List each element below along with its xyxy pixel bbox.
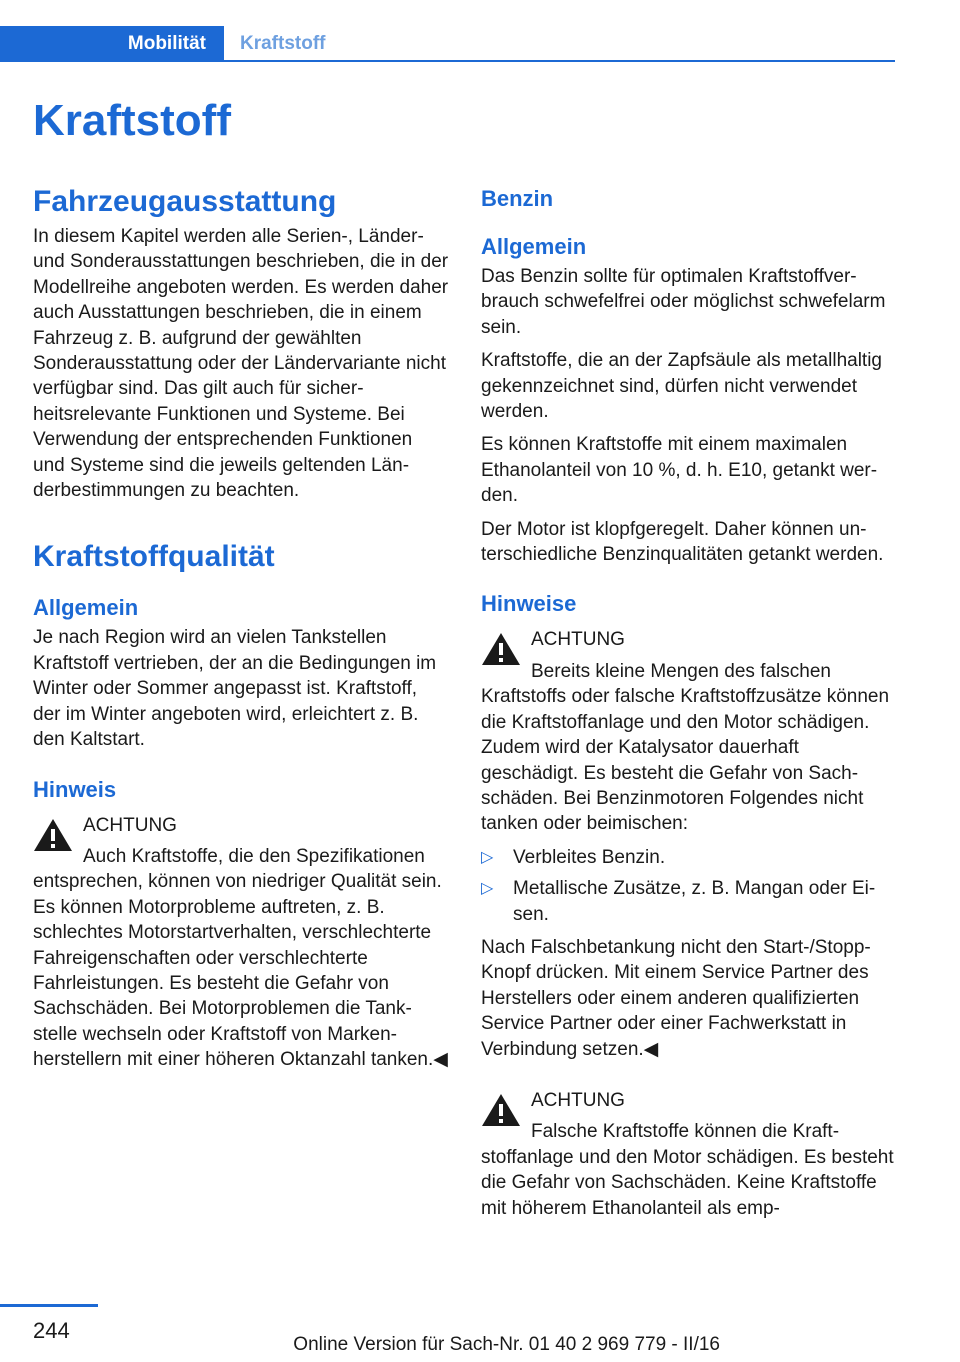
warning-text: Auch Kraftstoffe, die den Spezifikationen entsprechen, können von niedriger Qualität sein. Es können Motorprobleme auftreten, z. B. schlechtes Motorstartverhalten, verschlechterte Fahreigenschaften oder verschlechterte Fahrleistungen. Es besteht die Gefahr von Sachschäden. Bei Motorproblemen die Tankstelle wechseln oder Kraftstoff von Markenherstellern mit einer höheren Oktanzahl tanken.◀ <box>33 845 448 1071</box>
tab-kraftstoff[interactable]: Kraftstoff <box>240 33 326 54</box>
header-divider <box>0 60 895 62</box>
paragraph-fahrzeugausstattung: In diesem Kapitel werden alle Serien-, Länder- und Sonderausstattungen beschrieben, die in der Modellreihe angeboten werden. Es werden daher auch Ausstattungen beschrieben, die in einem Fahrzeug z. B. aufgrund der gewählten Sonderausstattung oder der Ländervariante nicht verfügbar sind. Das gilt auch für sicherheitsrelevante Funktionen und Systeme. Bei Verwendung der entsprechenden Funktionen und Systeme sind die jeweils geltenden Länderbestimmungen zu beachten. <box>33 226 449 502</box>
paragraph-benzin-2: Kraftstoffe, die an der Zapfsäule als metallhaltig gekennzeichnet sind, dürfen nicht verwendet werden. <box>481 350 882 423</box>
paragraph-allgemein: Je nach Region wird an vielen Tankstellen Kraftstoff vertrieben, der an die Bedingungen im Winter oder Sommer angepasst ist. Kraftstoff, der im Winter angeboten wird, erleichtert z. B. den Kaltstart. <box>33 627 437 751</box>
section-title-fahrzeugausstattung: Fahrzeugausstattung <box>33 185 337 218</box>
section-title-kraftstoffqualitaet: Kraftstoffqualität <box>33 540 275 574</box>
list-item-text: Verbleites Benzin. <box>513 846 666 868</box>
footer-version-text: Online Version für Sach-Nr. 01 40 2 969 779 - II/16 <box>293 1334 720 1355</box>
warning-label: ACHTUNG <box>531 629 625 651</box>
triangle-bullet-icon: ▷ <box>481 880 494 898</box>
subheading-allgemein-benzin: Allgemein <box>481 234 587 259</box>
warning-list <box>481 845 897 927</box>
right-column <box>481 180 897 1229</box>
page-number: 244 <box>33 1318 70 1343</box>
warning-box-1 <box>481 627 897 836</box>
subheading-allgemein: Allgemein <box>33 595 139 621</box>
subheading-hinweis: Hinweis <box>33 776 117 802</box>
triangle-bullet-icon: ▷ <box>481 848 494 866</box>
list-item <box>481 876 897 927</box>
footer-divider <box>0 1304 98 1307</box>
warning-box-2 <box>481 1088 897 1221</box>
warning-triangle-icon <box>481 631 521 667</box>
warning-label: ACHTUNG <box>531 1089 625 1111</box>
subheading-hinweise: Hinweise <box>481 591 577 617</box>
warning-triangle-icon <box>481 1092 521 1128</box>
warning-text: Falsche Kraftstoffe können die Kraftstoffanlage und den Motor schädigen. Es besteht die Gefahr von Sachschäden. Keine Kraftstoffe mit höherem Ethanolanteil als emp- <box>481 1121 894 1219</box>
paragraph-benzin-3: Es können Kraftstoffe mit einem maximalen Ethanolanteil von 10 %, d. h. E10, getankt werden. <box>481 434 878 507</box>
warning-triangle-icon <box>33 817 73 853</box>
paragraph-benzin-1: Das Benzin sollte für optimalen Kraftstoffverbrauch schwefelfrei oder möglichst schwefelarm sein. <box>481 266 886 338</box>
left-column <box>33 180 449 1081</box>
warning-label: ACHTUNG <box>83 814 177 836</box>
tab-mobilitaet[interactable]: Mobilität <box>0 26 224 62</box>
list-item <box>481 845 897 870</box>
paragraph-falschbetankung: Nach Falschbetankung nicht den Start-/Stopp-Knopf drücken. Mit einem Service Partner des Herstellers oder einem anderen qualifizierten Service Partner oder einer Fachwerkstatt in Verbindung setzen.◀ <box>481 936 871 1060</box>
page-title: Kraftstoff <box>33 96 231 145</box>
paragraph-benzin-4: Der Motor ist klopfgeregelt. Daher können unterschiedliche Benzinqualitäten getankt werden. <box>481 518 884 566</box>
warning-text: Bereits kleine Mengen des falschen Kraftstoffs oder falsche Kraftstoffzusätze können die Kraftstoffanlage und den Motor schädigen. Zudem wird der Katalysator dauerhaft geschädigt. Es besteht die Gefahr von Sachschäden. Bei Benzinmotoren Folgendes nicht tanken oder beimischen: <box>481 660 890 835</box>
list-item-text: Metallische Zusätze, z. B. Mangan oder Eisen. <box>513 878 876 925</box>
warning-box <box>33 813 449 1073</box>
subheading-benzin: Benzin <box>481 186 554 211</box>
